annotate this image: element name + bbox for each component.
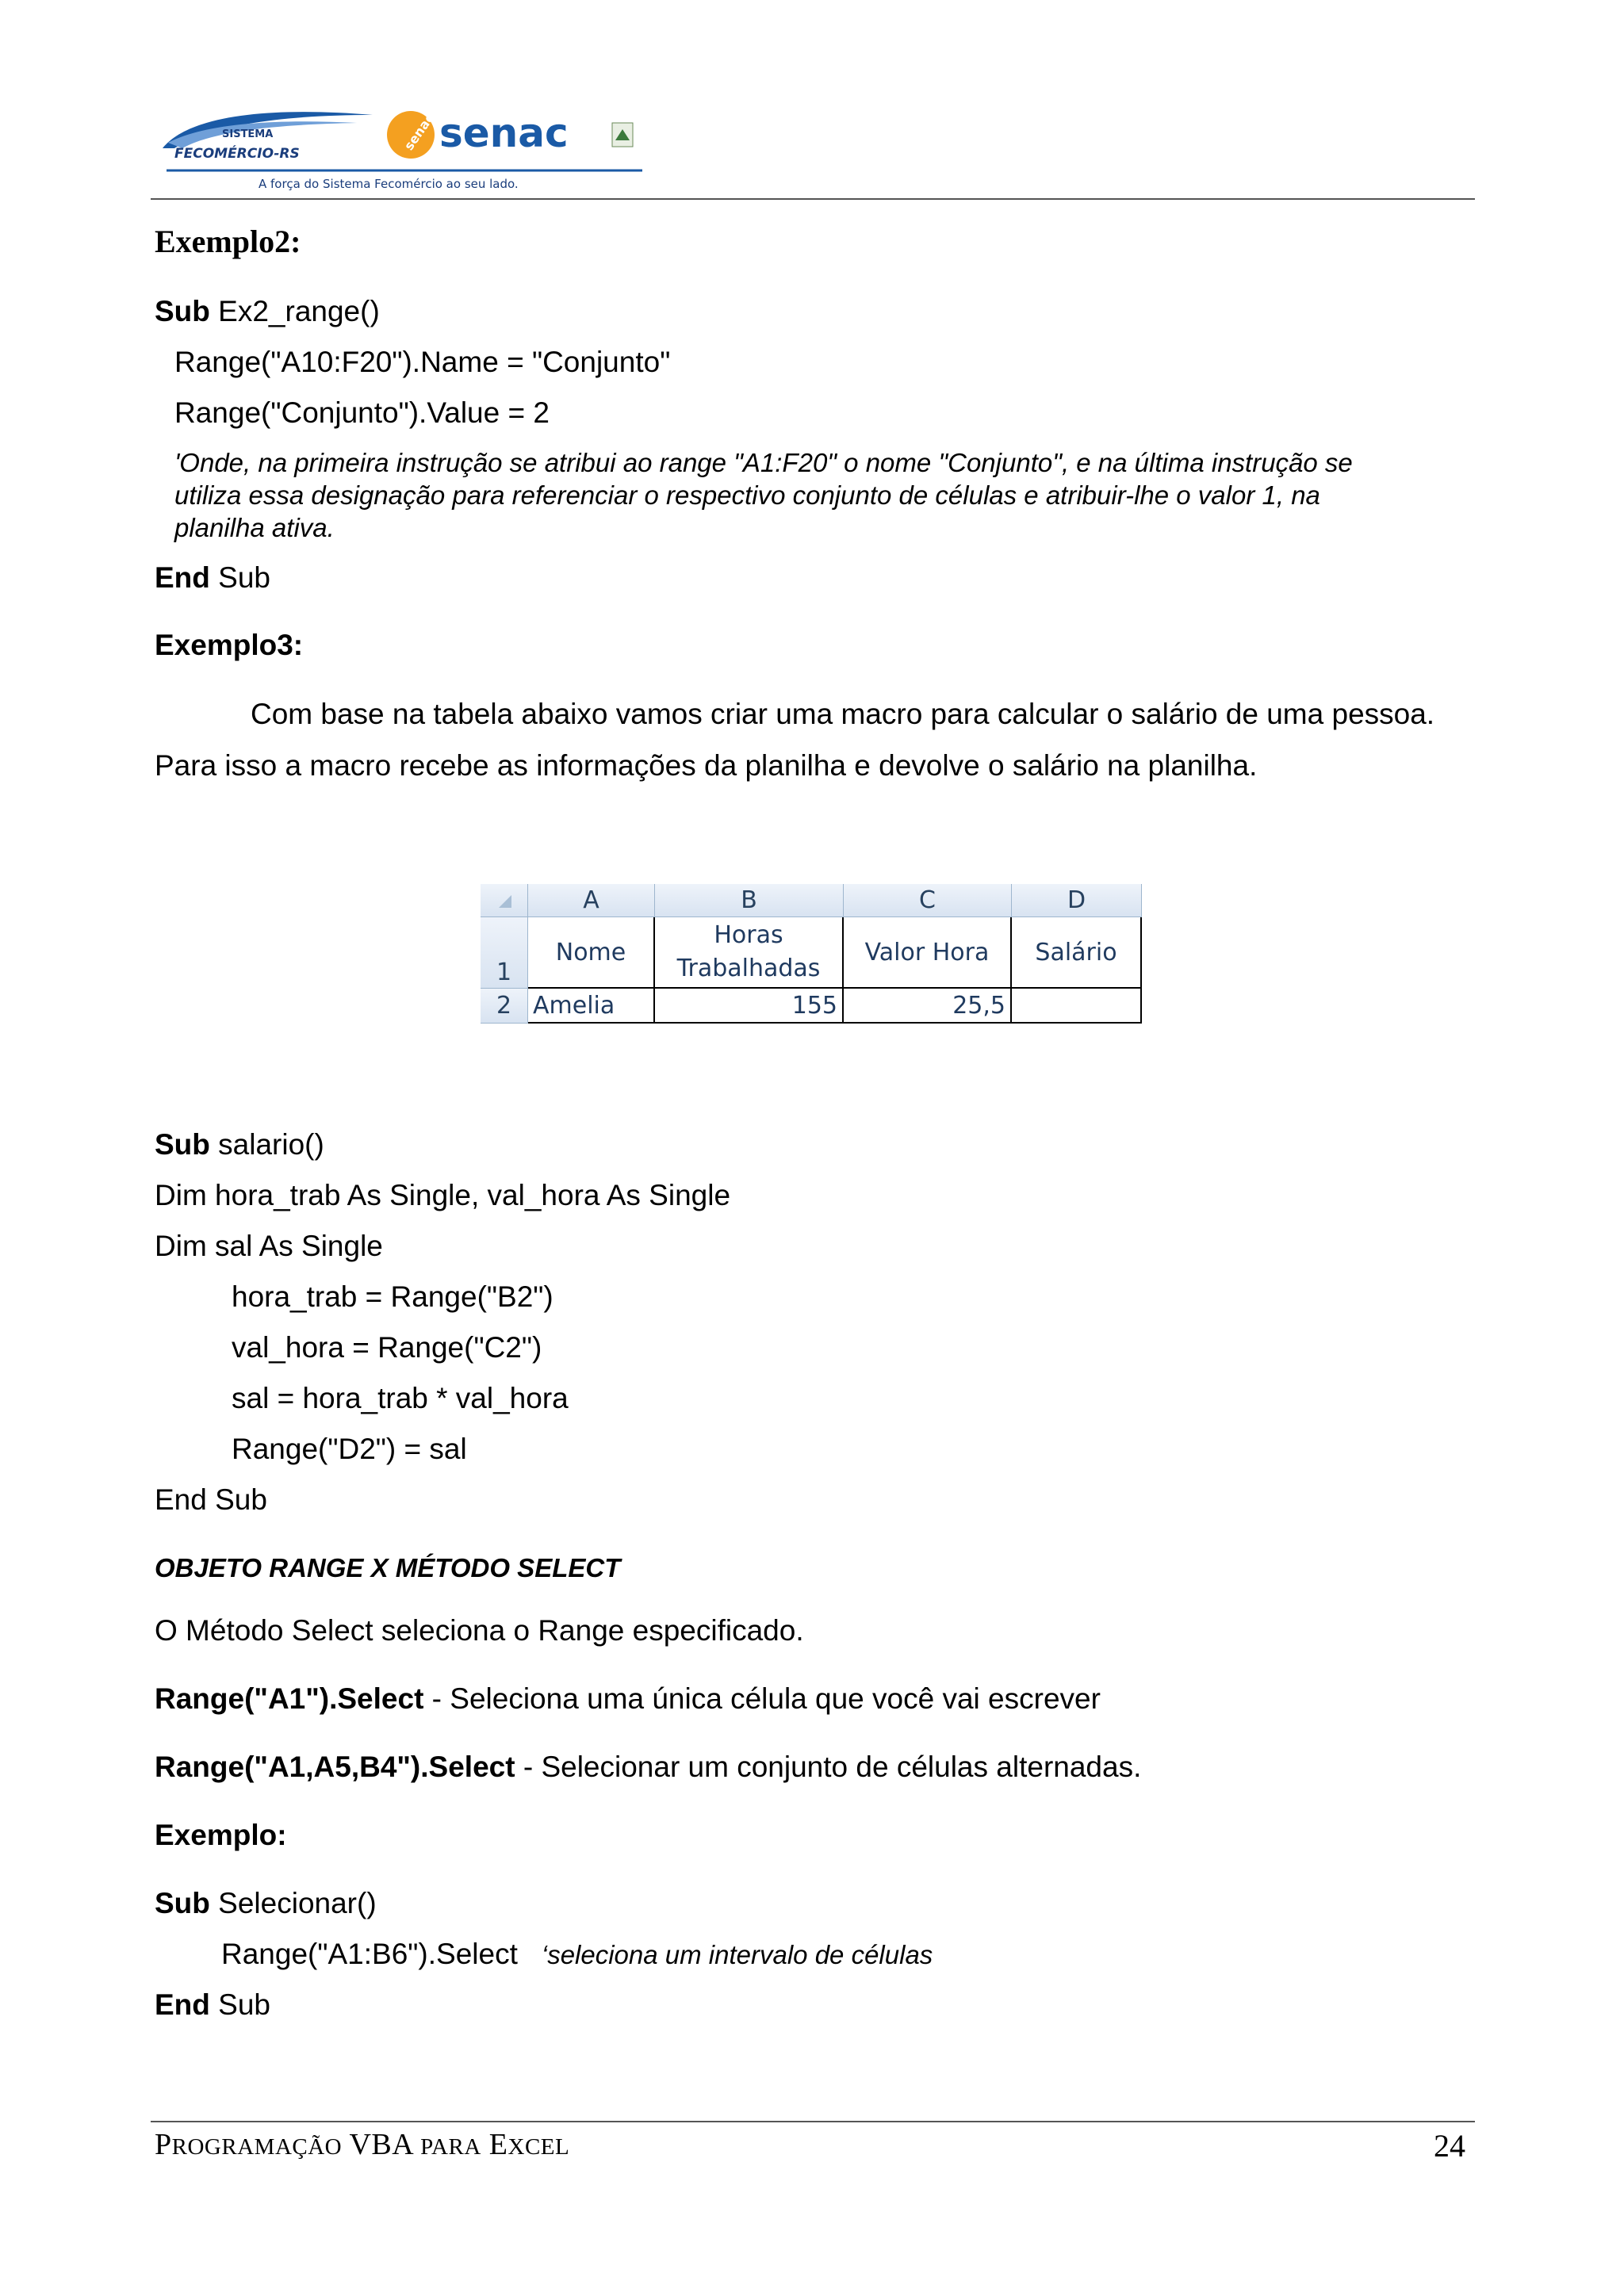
salario-code-line-1: hora_trab = Range("B2") xyxy=(232,1280,553,1313)
footer-title-vba: VBA xyxy=(342,2128,421,2161)
ex2-comment-line-1: 'Onde, na primeira instrução se atribui ao range "A1:F20" o nome "Conjunto", e na última instrução se xyxy=(174,448,1353,477)
salario-end-sub: End Sub xyxy=(155,1483,267,1516)
column-header-b: B xyxy=(655,884,844,917)
ex2-comment-line-2: utiliza essa designação para referenciar o respectivo conjunto de células e atribuir-lhe o valor 1, na xyxy=(174,480,1320,510)
row-header-1: 1 xyxy=(481,917,528,989)
ex2-comment-line-3: planilha ativa. xyxy=(174,513,335,542)
end-keyword: End xyxy=(155,1988,210,2021)
column-header-a: A xyxy=(528,884,655,917)
ex2-sub-line xyxy=(155,294,380,329)
fecomercio-logo xyxy=(163,112,373,162)
code-comment: ‘seleciona um intervalo de células xyxy=(541,1940,933,1969)
footer-title-e: E xyxy=(481,2128,508,2161)
cell-b2: 155 xyxy=(655,989,844,1024)
ex2-code-line-1: Range("A10:F20").Name = "Conjunto" xyxy=(174,346,671,378)
select-all-corner xyxy=(481,884,528,917)
selecionar-code-line xyxy=(221,1937,933,1973)
corner-triangle-icon xyxy=(496,892,513,909)
cell-b1: Horas Trabalhadas xyxy=(655,917,844,989)
ex2-code-line-2: Range("Conjunto").Value = 2 xyxy=(174,396,550,429)
item2-description: - Selecionar um conjunto de células alternadas. xyxy=(515,1751,1142,1783)
sub-name: Ex2_range() xyxy=(209,295,380,327)
column-header-c: C xyxy=(844,884,1012,917)
selecionar-sub-line xyxy=(155,1886,377,1921)
end-keyword: End xyxy=(155,561,210,594)
sub-name: Selecionar() xyxy=(209,1887,377,1919)
senac-logo xyxy=(387,110,633,159)
exemplo-heading: Exemplo: xyxy=(155,1819,287,1851)
sub-keyword: Sub xyxy=(155,295,210,327)
ex3-paragraph-line-1: Com base na tabela abaixo vamos criar uma macro para calcular o salário de uma pessoa. xyxy=(251,698,1435,730)
page-number: 24 xyxy=(1434,2128,1465,2164)
range-select-item-1 xyxy=(155,1682,1101,1716)
range-select-intro: O Método Select seleciona o Range especificado. xyxy=(155,1614,804,1647)
cell-c2: 25,5 xyxy=(844,989,1012,1024)
salario-code-line-4: Range("D2") = sal xyxy=(232,1433,467,1465)
column-header-d: D xyxy=(1012,884,1142,917)
item2-code: Range("A1,A5,B4").Select xyxy=(155,1751,515,1783)
cell-a1: Nome xyxy=(528,917,655,989)
end-rest: Sub xyxy=(209,561,271,594)
range-select-heading: OBJETO RANGE X MÉTODO SELECT xyxy=(155,1553,621,1582)
header-logo xyxy=(159,99,650,194)
header-rule xyxy=(151,198,1475,200)
item1-code: Range("A1").Select xyxy=(155,1682,424,1715)
logo-senac-wordmark: senac xyxy=(439,110,569,156)
cell-c1: Valor Hora xyxy=(844,917,1012,989)
footer-rule xyxy=(151,2121,1475,2122)
cell-d1: Salário xyxy=(1012,917,1142,989)
logo-tagline: A força do Sistema Fecomércio ao seu lado. xyxy=(259,177,519,191)
sub-keyword: Sub xyxy=(155,1128,210,1161)
ex2-end-sub xyxy=(155,561,270,595)
salario-sub-line xyxy=(155,1127,324,1162)
footer-title-para: PARA xyxy=(420,2134,481,2160)
spreadsheet-image xyxy=(481,884,1147,1027)
sub-keyword: Sub xyxy=(155,1887,210,1919)
salario-code-line-3: sal = hora_trab * val_hora xyxy=(232,1382,569,1414)
exemplo2-heading: Exemplo2: xyxy=(155,224,301,259)
range-select-item-2 xyxy=(155,1750,1141,1785)
svg-text:senac: senac xyxy=(400,110,438,154)
salario-dim-1: Dim hora_trab As Single, val_hora As Single xyxy=(155,1179,731,1211)
code-statement: Range("A1:B6").Select xyxy=(221,1938,518,1970)
cell-a2: Amelia xyxy=(528,989,655,1024)
footer-title xyxy=(155,2127,569,2162)
salario-code-line-2: val_hora = Range("C2") xyxy=(232,1331,542,1364)
logo-fecomercio-top: SISTEMA xyxy=(222,128,274,140)
footer-title-rogramacao: ROGRAMAÇÃO xyxy=(171,2134,343,2160)
item1-description: - Seleciona uma única célula que você vai escrever xyxy=(423,1682,1101,1715)
exemplo3-heading: Exemplo3: xyxy=(155,629,304,661)
footer-title-xcel: XCEL xyxy=(508,2134,570,2160)
sub-name: salario() xyxy=(209,1128,324,1161)
logo-fecomercio-main: FECOMÉRCIO-RS xyxy=(174,146,300,162)
row-header-2: 2 xyxy=(481,989,528,1024)
salario-dim-2: Dim sal As Single xyxy=(155,1230,383,1262)
cell-d2 xyxy=(1012,989,1142,1024)
selecionar-end-sub xyxy=(155,1988,270,2022)
footer-title-p: P xyxy=(155,2128,172,2161)
end-rest: Sub xyxy=(209,1988,271,2021)
ex3-paragraph-line-2: Para isso a macro recebe as informações da planilha e devolve o salário na planilha. xyxy=(155,749,1258,782)
